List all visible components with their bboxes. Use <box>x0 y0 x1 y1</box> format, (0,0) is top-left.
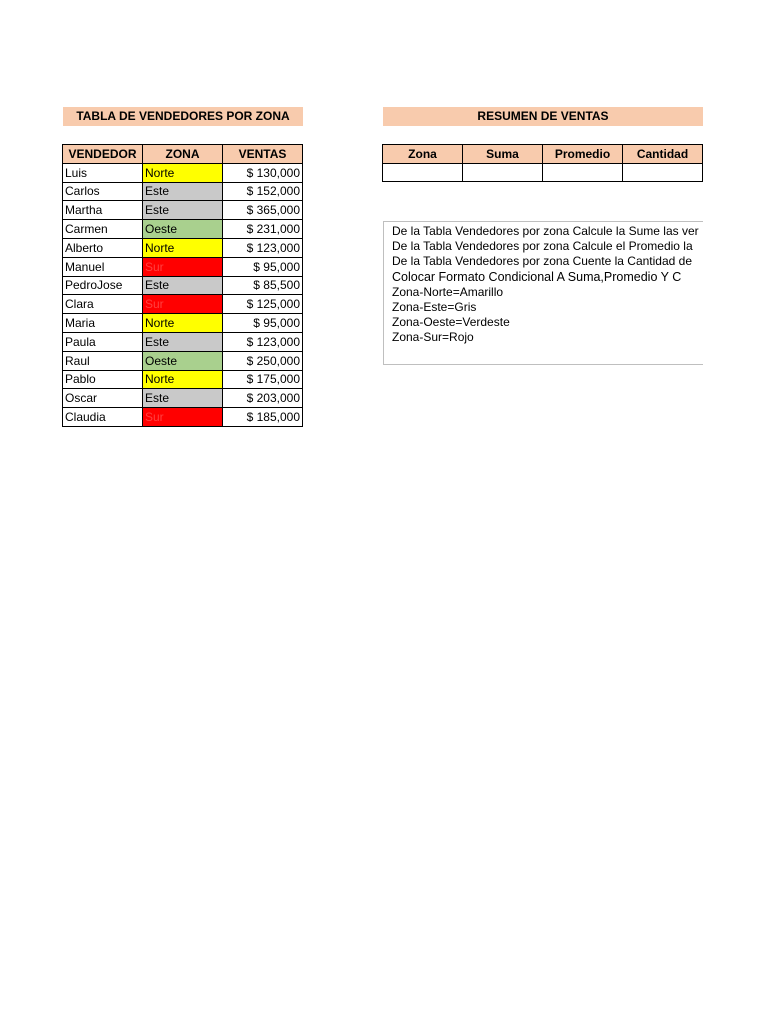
instruction-line: Colocar Formato Condicional A Suma,Promedio Y C <box>392 269 682 284</box>
legend-line-norte: Zona-Norte=Amarillo <box>392 284 504 299</box>
cell-zona[interactable]: Norte <box>143 238 223 257</box>
table-row <box>63 163 303 182</box>
cell-vendedor[interactable]: PedroJose <box>63 276 143 295</box>
cell-vendedor[interactable]: Raul <box>63 351 143 370</box>
resumen-row <box>383 163 703 181</box>
cell-ventas[interactable]: $ 95,000 <box>223 314 303 333</box>
legend-line-este: Zona-Este=Gris <box>392 300 477 315</box>
cell-zona[interactable]: Este <box>143 182 223 201</box>
table-row <box>63 220 303 239</box>
cell-ventas[interactable]: $ 175,000 <box>223 370 303 389</box>
cell-ventas[interactable]: $ 203,000 <box>223 389 303 408</box>
table-row <box>63 238 303 257</box>
cell-zona[interactable]: Este <box>143 389 223 408</box>
table-row <box>63 314 303 333</box>
cell-ventas[interactable]: $ 95,000 <box>223 257 303 276</box>
cell-ventas[interactable]: $ 125,000 <box>223 295 303 314</box>
table-row <box>63 351 303 370</box>
vendedores-header-row <box>63 145 303 164</box>
cell-ventas[interactable]: $ 231,000 <box>223 220 303 239</box>
header-suma[interactable]: Suma <box>463 145 543 164</box>
cell-zona[interactable]: Oeste <box>143 351 223 370</box>
cell-vendedor[interactable]: Luis <box>63 163 143 182</box>
resumen-table-title: RESUMEN DE VENTAS <box>383 107 703 126</box>
cell-vendedor[interactable]: Manuel <box>63 257 143 276</box>
vendedores-table-title: TABLA DE VENDEDORES POR ZONA <box>63 107 303 126</box>
resumen-cell-cantidad[interactable] <box>623 163 703 181</box>
header-cantidad[interactable]: Cantidad <box>623 145 703 164</box>
cell-zona[interactable]: Sur <box>143 295 223 314</box>
cell-zona[interactable]: Sur <box>143 257 223 276</box>
cell-ventas[interactable]: $ 130,000 <box>223 163 303 182</box>
resumen-table <box>382 144 703 182</box>
instruction-line: De la Tabla Vendedores por zona Cuente la Cantidad de <box>392 254 692 269</box>
cell-ventas[interactable]: $ 85,500 <box>223 276 303 295</box>
resumen-cell-zona[interactable] <box>383 163 463 181</box>
cell-zona[interactable]: Norte <box>143 370 223 389</box>
table-row <box>63 389 303 408</box>
table-row <box>63 276 303 295</box>
cell-vendedor[interactable]: Claudia <box>63 408 143 427</box>
cell-ventas[interactable]: $ 250,000 <box>223 351 303 370</box>
cell-ventas[interactable]: $ 185,000 <box>223 408 303 427</box>
cell-vendedor[interactable]: Carmen <box>63 220 143 239</box>
vendedores-table <box>62 144 303 427</box>
cell-zona[interactable]: Sur <box>143 408 223 427</box>
cell-ventas[interactable]: $ 365,000 <box>223 201 303 220</box>
instruction-line: De la Tabla Vendedores por zona Calcule la Sume las ver <box>392 224 699 238</box>
table-row <box>63 332 303 351</box>
header-zona[interactable]: ZONA <box>143 145 223 164</box>
cell-vendedor[interactable]: Maria <box>63 314 143 333</box>
instructions-text-box[interactable] <box>383 221 703 365</box>
table-row <box>63 370 303 389</box>
cell-zona[interactable]: Este <box>143 276 223 295</box>
cell-zona[interactable]: Norte <box>143 314 223 333</box>
header-ventas[interactable]: VENTAS <box>223 145 303 164</box>
instruction-line: De la Tabla Vendedores por zona Calcule el Promedio la <box>392 239 693 254</box>
table-row <box>63 257 303 276</box>
cell-vendedor[interactable]: Carlos <box>63 182 143 201</box>
resumen-header-row <box>383 145 703 164</box>
cell-zona[interactable]: Norte <box>143 163 223 182</box>
cell-vendedor[interactable]: Paula <box>63 332 143 351</box>
table-row <box>63 201 303 220</box>
cell-ventas[interactable]: $ 123,000 <box>223 332 303 351</box>
table-row <box>63 408 303 427</box>
cell-ventas[interactable]: $ 152,000 <box>223 182 303 201</box>
legend-line-oeste: Zona-Oeste=Verdeste <box>392 315 510 330</box>
cell-ventas[interactable]: $ 123,000 <box>223 238 303 257</box>
header-promedio[interactable]: Promedio <box>543 145 623 164</box>
cell-vendedor[interactable]: Clara <box>63 295 143 314</box>
cell-zona[interactable]: Este <box>143 332 223 351</box>
cell-vendedor[interactable]: Pablo <box>63 370 143 389</box>
header-zona[interactable]: Zona <box>383 145 463 164</box>
table-row <box>63 182 303 201</box>
cell-zona[interactable]: Oeste <box>143 220 223 239</box>
cell-vendedor[interactable]: Martha <box>63 201 143 220</box>
cell-vendedor[interactable]: Alberto <box>63 238 143 257</box>
resumen-cell-suma[interactable] <box>463 163 543 181</box>
legend-line-sur: Zona-Sur=Rojo <box>392 330 474 345</box>
cell-vendedor[interactable]: Oscar <box>63 389 143 408</box>
header-vendedor[interactable]: VENDEDOR <box>63 145 143 164</box>
cell-zona[interactable]: Este <box>143 201 223 220</box>
resumen-cell-promedio[interactable] <box>543 163 623 181</box>
table-row <box>63 295 303 314</box>
